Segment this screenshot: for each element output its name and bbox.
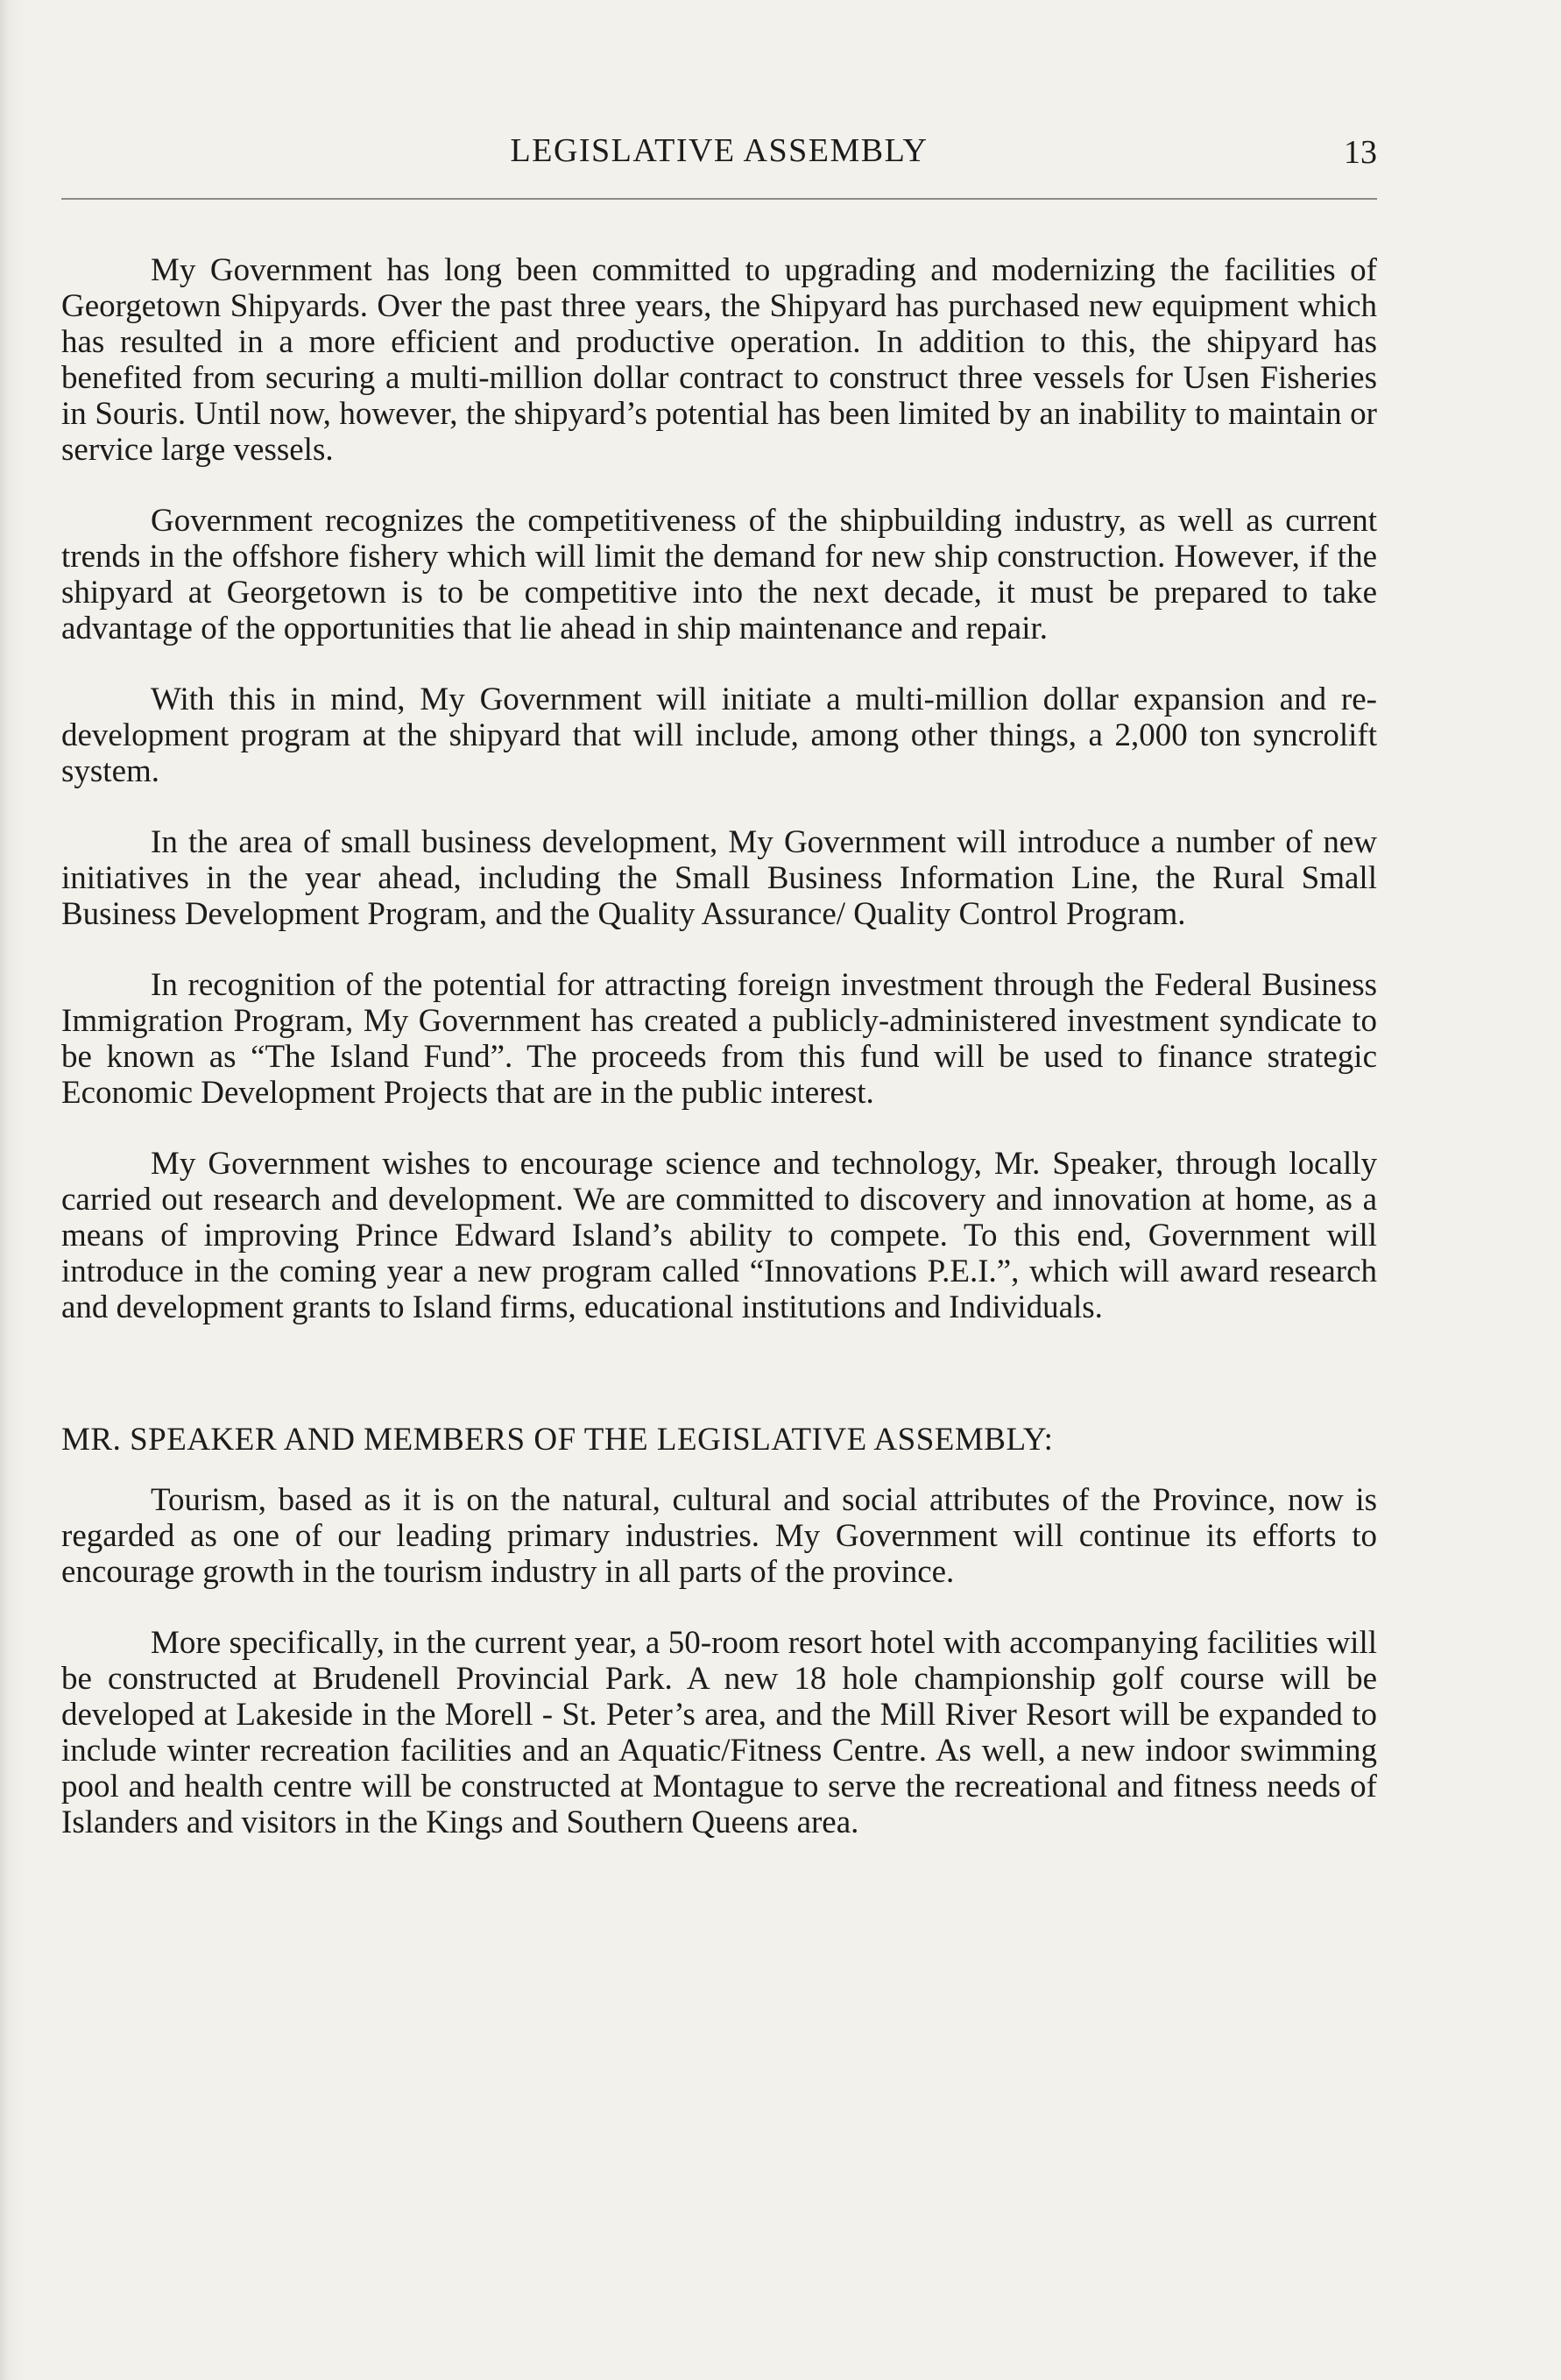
paragraph-expansion: With this in mind, My Government will initiate a multi-million dollar expansion and re-development program at the shipyard that will include, among other things, a 2,000 ton syncrolift system. bbox=[61, 682, 1377, 789]
document-body bbox=[61, 252, 1377, 1875]
page-number: 13 bbox=[1344, 134, 1377, 171]
paragraph-small-business: In the area of small business development, My Government will introduce a number of new initiatives in the year ahead, including the Small Business Information Line, the Rural Small Business Development Program, and the Quality Assurance/ Quality Control Program. bbox=[61, 824, 1377, 932]
paragraph-island-fund: In recognition of the potential for attracting foreign investment through the Federal Business Immigration Program, My Government has created a publicly-administered investment syndicate to be known as “The Island Fund”. The proceeds from this fund will be used to finance strategic Economic Development Projects that are in the public interest. bbox=[61, 967, 1377, 1111]
section-heading: MR. SPEAKER AND MEMBERS OF THE LEGISLATIVE ASSEMBLY: bbox=[61, 1422, 1054, 1458]
page-header bbox=[61, 131, 1377, 175]
paragraph-science-technology: My Government wishes to encourage science and technology, Mr. Speaker, through locally carried out research and development. We are committed to discovery and innovation at home, as a means of improving Prince Edward Island’s ability to compete. To this end, Government will introduce in the coming year a new program called “Innovations P.E.I.”, which will award research and development grants to Island firms, educational institutions and Individuals. bbox=[61, 1146, 1377, 1325]
paragraph-shipyard: My Government has long been committed to upgrading and modernizing the facilities of Georgetown Shipyards. Over the past three years, the Shipyard has purchased new equipment which has resulted in a more efficient and productive operation. In addition to this, the shipyard has benefited from securing a multi-million dollar contract to construct three vessels for Usen Fisheries in Souris. Until now, however, the shipyard’s potential has been limited by an inability to maintain or service large vessels. bbox=[61, 252, 1377, 468]
paragraph-resort-projects: More specifically, in the current year, a 50-room resort hotel with accompanying facilities will be constructed at Brudenell Provincial Park. A new 18 hole championship golf course will be developed at Lakeside in the Morell - St. Peter’s area, and the Mill River Resort will be expanded to include winter recreation facilities and an Aquatic/Fitness Centre. As well, a new indoor swimming pool and health centre will be constructed at Montague to serve the recreational and fitness needs of Islanders and visitors in the Kings and Southern Queens area. bbox=[61, 1625, 1377, 1840]
running-head: LEGISLATIVE ASSEMBLY bbox=[510, 132, 929, 169]
paragraph-tourism: Tourism, based as it is on the natural, cultural and social attributes of the Province, now is regarded as one of our leading primary industries. My Government will continue its efforts to encourage growth in the tourism industry in all parts of the province. bbox=[61, 1482, 1377, 1590]
paragraph-shipbuilding: Government recognizes the competitiveness of the shipbuilding industry, as well as current trends in the offshore fishery which will limit the demand for new ship construction. However, if the shipyard at Georgetown is to be competitive into the next decade, it must be prepared to take advantage of the opportunities that lie ahead in ship maintenance and repair. bbox=[61, 503, 1377, 646]
header-rule bbox=[61, 198, 1377, 200]
